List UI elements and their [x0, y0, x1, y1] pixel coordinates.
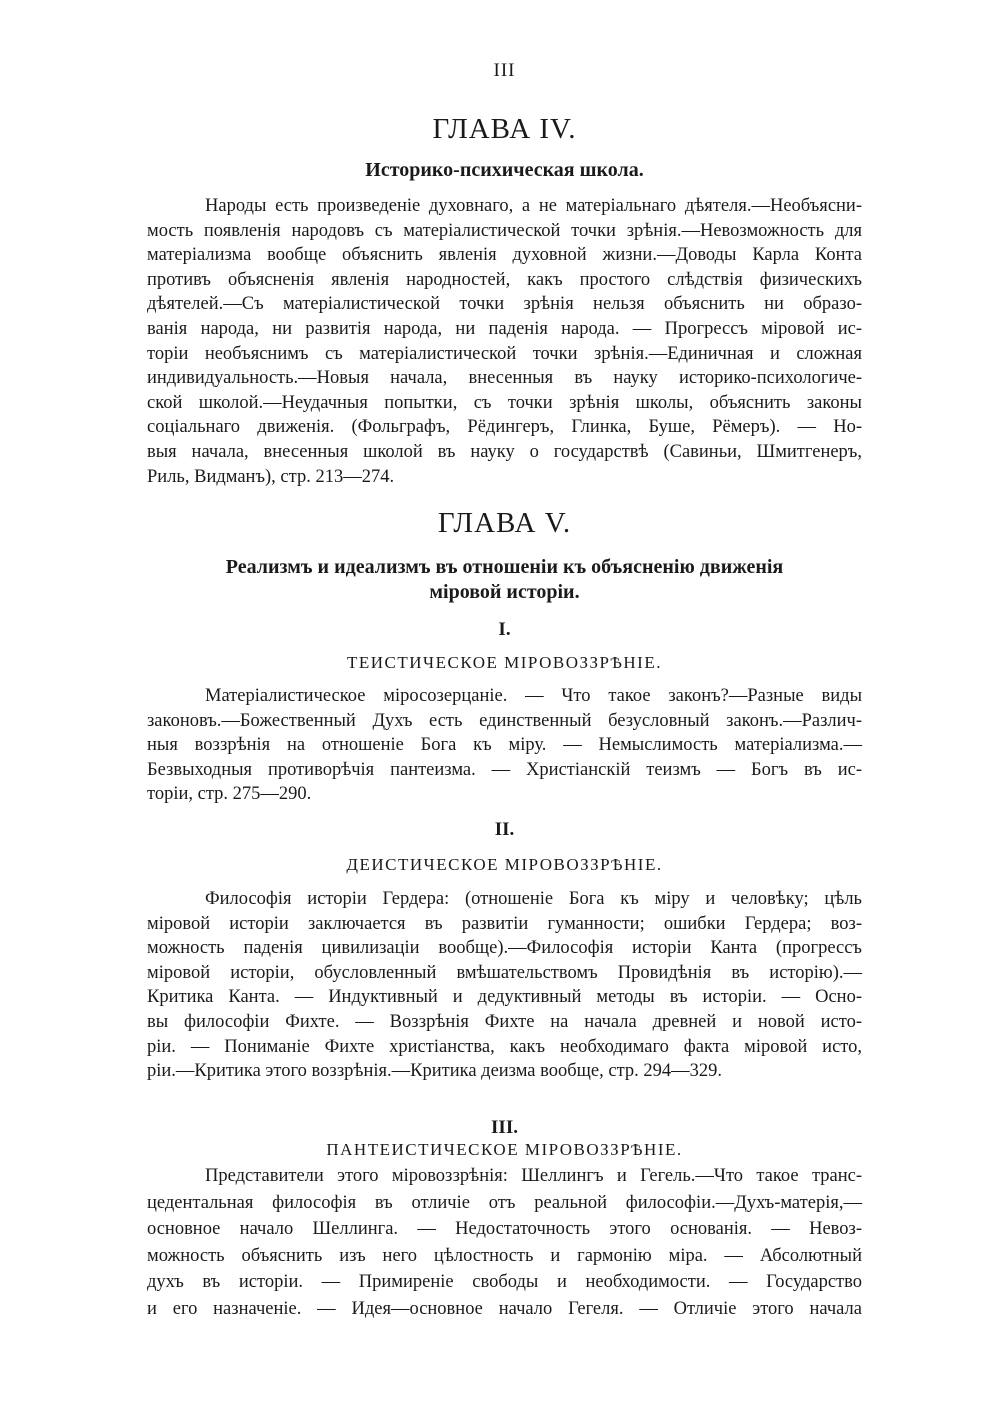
text-line: Представители этого міровоззрѣнія: Шеллингъ и Гегель.—Что такое транс- [205, 1166, 862, 1186]
text-line: соціальнаго движенія. (Фольграфъ, Рёдингеръ, Глинка, Буше, Рёмеръ). — Но- [147, 417, 862, 438]
text-line: Народы есть произведеніе духовнаго, а не матеріальнаго дѣятеля.—Необъясни- [205, 196, 862, 216]
text-line: можность паденія цивилизаціи вообще).—Философія исторіи Канта (прогрессъ [147, 938, 862, 959]
text-line: міровой исторіи заключается въ развитіи гуманности; ошибки Гердера; воз- [147, 913, 862, 934]
text-line: вы философіи Фихте. — Воззрѣнія Фихте на начала древней и новой исто- [147, 1011, 862, 1032]
chapter-4-subtitle: Историко-психическая школа. [365, 159, 644, 181]
text-line: можность объяснить изъ него цѣлостность и гармонію міра. — Абсолютный [147, 1245, 862, 1266]
text-line: индивидуальность.—Новыя начала, внесенныя въ науку историко-психологиче- [147, 368, 862, 389]
section-3-heading: ПАНТЕИСТИЧЕСКОЕ МІРОВОЗЗРѢНІЕ. [326, 1140, 683, 1159]
section-2-numeral: II. [494, 819, 515, 840]
text-line: противъ объясненія явленія народностей, какъ простого слѣдствія физическихъ [147, 269, 862, 290]
text-line: Критика Канта. — Индуктивный и дедуктивный методы въ исторіи. — Осно- [147, 987, 862, 1008]
text-line: міровой исторіи, обусловленный вмѣшательствомъ Провидѣнія въ исторію).— [147, 962, 862, 983]
text-line: ріи.—Критика этого воззрѣнія.—Критика деизма вообще, стр. 294—329. [147, 1061, 723, 1082]
text-line: Риль, Видманъ), стр. 213—274. [147, 466, 395, 487]
text-line: духъ въ исторіи. — Примиреніе свободы и необходимости. — Государство [147, 1272, 862, 1293]
section-3-summary [147, 1163, 862, 1323]
text-line: торіи, стр. 275—290. [147, 784, 312, 805]
chapter-5-subtitle [147, 555, 862, 605]
text-line: законовъ.—Божественный Духъ есть единственный безусловный законъ.—Различ- [147, 710, 862, 731]
section-3-numeral: III. [491, 1117, 518, 1138]
text-line: основное начало Шеллинга. — Недостаточность этого основанія. — Невоз- [147, 1219, 862, 1240]
text-line: цедентальная философія въ отличіе отъ реальной философіи.—Духъ-матерія,— [147, 1192, 862, 1213]
text-line: торіи необъяснимъ съ матеріалистической точки зрѣнія.—Единичная и сложная [147, 343, 862, 364]
page-number: III [493, 60, 516, 81]
section-2-heading: ДЕИСТИЧЕСКОЕ МІРОВОЗЗРѢНІЕ. [346, 855, 663, 874]
text-line: Безвыходныя противорѣчія пантеизма. — Христіанскій теизмъ — Богъ въ ис- [147, 759, 862, 780]
text-line: ріи. — Пониманіе Фихте христіанства, какъ необходимаго факта міровой исто, [147, 1036, 862, 1057]
section-1-summary [147, 684, 862, 807]
text-line: матеріализма вообще объяснить явленія духовной жизни.—Доводы Карла Конта [147, 245, 862, 266]
chapter-4-title: ГЛАВА IV. [432, 113, 577, 145]
text-line: ванія народа, ни развитія народа, ни паденія народа. — Прогрессъ міровой ис- [147, 318, 862, 339]
text-line: и его назначеніе. — Идея—основное начало Гегеля. — Отличіе этого начала [147, 1298, 862, 1319]
text-line: выя начала, внесенныя школой въ науку о государствѣ (Савиньи, Шмитгенеръ, [147, 441, 862, 462]
text-line: ныя воззрѣнія на отношеніе Бога къ міру. — Немыслимость матеріализма.— [147, 735, 862, 756]
section-2-summary [147, 887, 862, 1084]
text-line: Матеріалистическое міросозерцаніе. — Что такое законъ?—Разные виды [205, 686, 862, 706]
chapter-5-title: ГЛАВА V. [437, 507, 572, 539]
text-line: мость появленія народовъ съ матеріалистической точки зрѣнія.—Невозможность для [147, 220, 862, 241]
text-line: Философія исторіи Гердера: (отношеніе Бога къ міру и человѣку; цѣль [205, 889, 862, 909]
chapter-4-summary [147, 194, 862, 489]
text-line: ской школой.—Неудачныя попытки, съ точки зрѣнія школы, объяснить законы [147, 392, 862, 413]
text-line: дѣятелей.—Съ матеріалистической точки зрѣнія нельзя объяснить ни образо- [147, 294, 862, 315]
section-1-heading: ТЕИСТИЧЕСКОЕ МІРОВОЗЗРѢНІЕ. [347, 653, 662, 672]
section-1-numeral: I. [498, 619, 511, 640]
chapter-5-subtitle-line: міровой исторіи. [429, 581, 580, 603]
chapter-5-subtitle-line: Реализмъ и идеализмъ въ отношеніи къ объясненію движенія [225, 556, 784, 578]
